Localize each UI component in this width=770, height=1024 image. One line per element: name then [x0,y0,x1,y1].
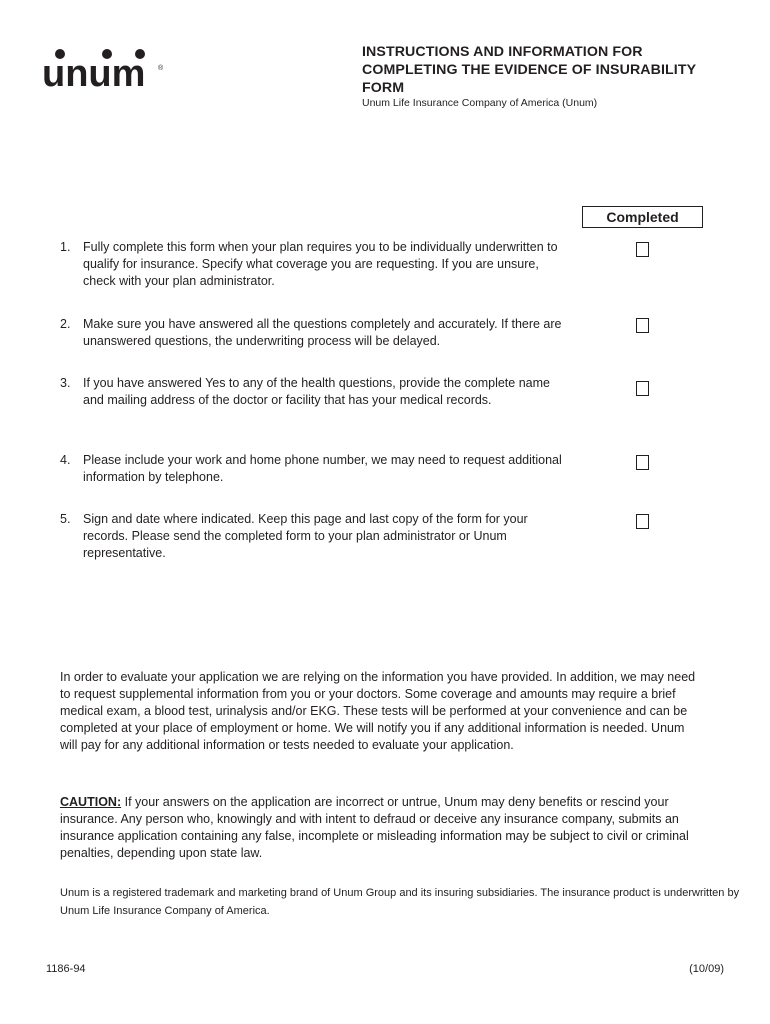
instruction-3-completed-checkbox[interactable] [636,381,649,396]
instruction-number: 2. [60,317,71,331]
instruction-item-1 [60,239,570,290]
instruction-text: Fully complete this form when your plan requires you to be individually underwritten to qualify for insurance. Specify what coverage you are requesting. If you are unsure, check with your plan administrator. [83,240,558,288]
caution-text: If your answers on the application are incorrect or untrue, Unum may deny benefits or rescind your insurance. Any person who, knowingly and with intent to defraud or deceive any insurance company, submits an insurance application containing any false, incomplete or misleading information may be subject to civil or criminal penalties, depending upon state law. [60,795,689,860]
instruction-number: 5. [60,512,71,526]
instruction-number: 3. [60,376,71,390]
instruction-text: Make sure you have answered all the questions completely and accurately. If there are unanswered questions, the underwriting process will be delayed. [83,317,562,348]
instruction-text: If you have answered Yes to any of the health questions, provide the complete name and mailing address of the doctor or facility that has your medical records. [83,376,550,407]
trademark-notice: Unum is a registered trademark and marketing brand of Unum Group and its insuring subsidiaries. The insurance product is underwritten by Unum Life Insurance Company of America. [60,887,740,917]
instruction-item-5 [60,511,570,562]
instruction-2-completed-checkbox[interactable] [636,318,649,333]
instruction-5-completed-checkbox[interactable] [636,514,649,529]
instruction-item-3 [60,375,570,409]
instruction-number: 1. [60,240,71,254]
instruction-4-completed-checkbox[interactable] [636,455,649,470]
completed-column-header: Completed [582,206,703,228]
page-title: INSTRUCTIONS AND INFORMATION FOR COMPLETING THE EVIDENCE OF INSURABILITY FORM [362,44,696,96]
instruction-item-4 [60,452,570,486]
caution-paragraph [60,794,700,862]
unum-logo [40,44,170,94]
logo-wordmark: unum [42,53,146,94]
registered-mark: ® [158,65,164,72]
instruction-number: 4. [60,453,71,467]
instruction-text: Please include your work and home phone number, we may need to request additional information by telephone. [83,453,562,484]
form-number: 1186-94 [46,963,86,975]
form-revision-date: (10/09) [689,963,724,975]
instruction-text: Sign and date where indicated. Keep this page and last copy of the form for your records. Please send the completed form to your plan administrator or Unum representative. [83,512,528,560]
instruction-item-2 [60,316,570,350]
evaluation-paragraph: In order to evaluate your application we are relying on the information you have provided. In addition, we may need to request supplemental information from you or your doctors. Some coverage and amounts may require a brief medical exam, a blood test, urinalysis and/or EKG. These tests will be performed at your convenience and can be completed at your place of employment or home. We will notify you if any additional information is needed. Unum will pay for any additional information or tests needed to evaluate your application. [60,670,696,752]
unum-logo-graphic [40,44,170,94]
instruction-1-completed-checkbox[interactable] [636,242,649,257]
page-subtitle: Unum Life Insurance Company of America (Unum) [362,97,598,109]
caution-label: CAUTION: [60,795,122,809]
